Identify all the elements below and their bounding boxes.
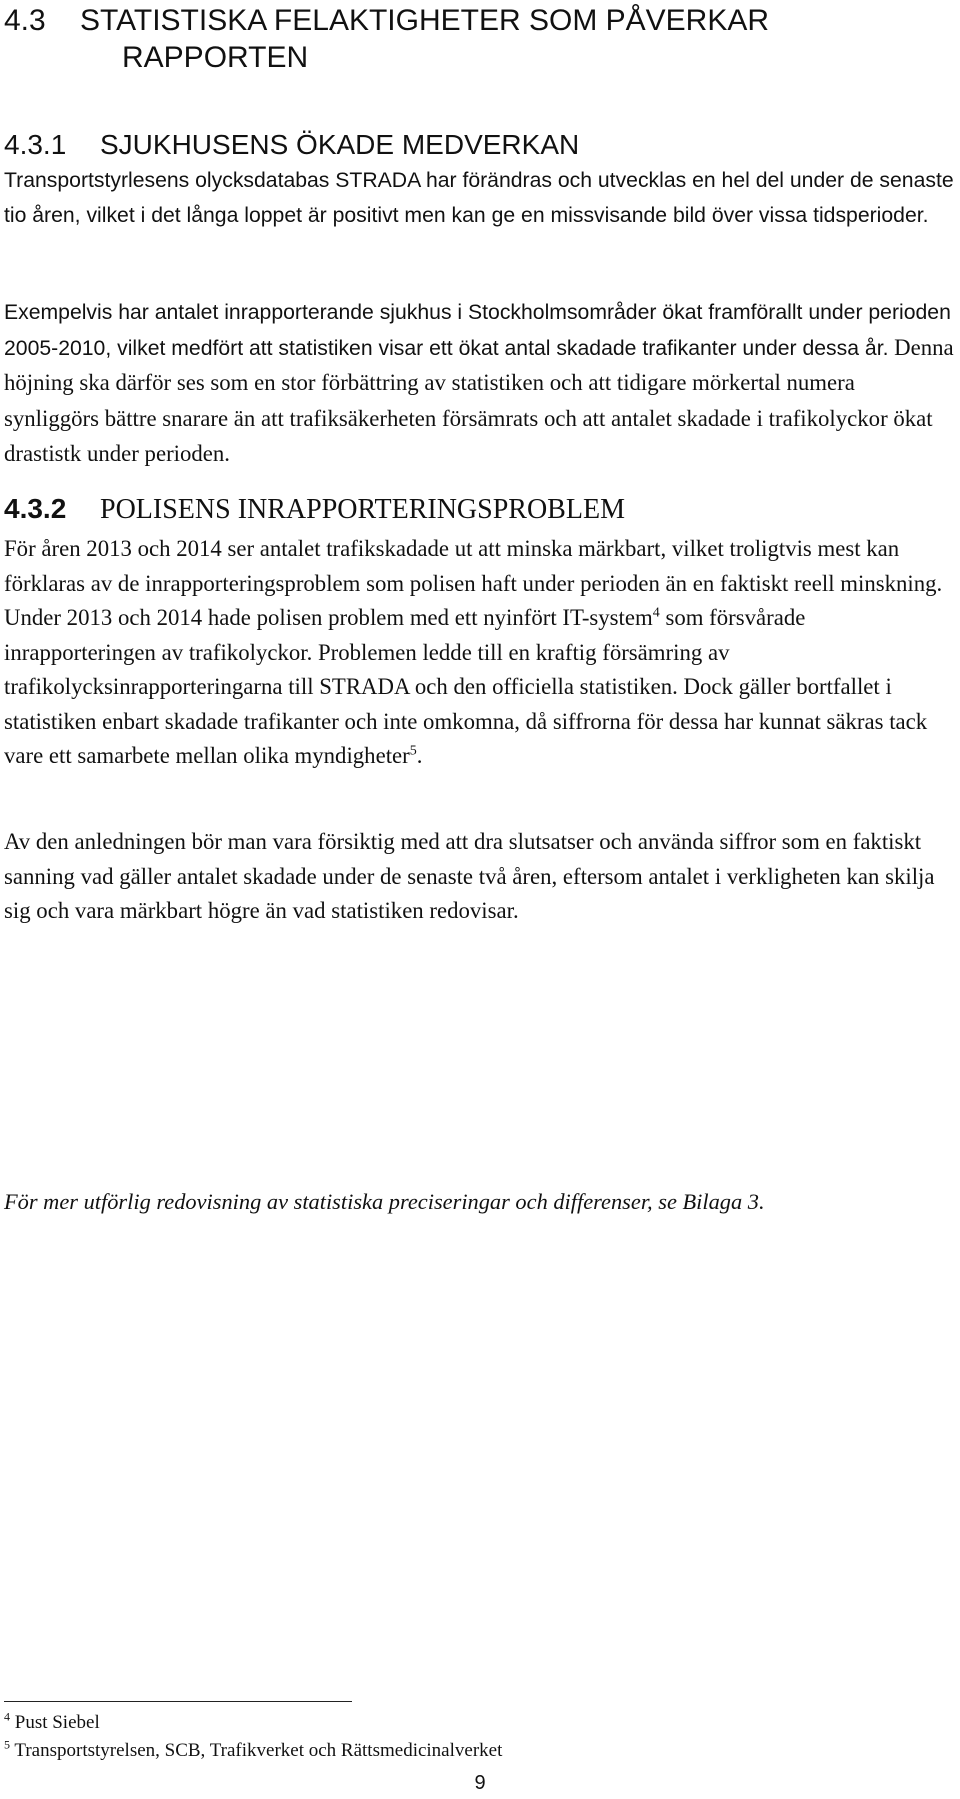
paragraph-hospitals (4, 296, 954, 473)
paragraph-strada: Transportstyrlesens olycksdatabas STRADA har förändras och utvecklas en hel del under de senaste tio åren, vilket i det långa loppet är positivt men kan ge en missvisande bild över vissa tidsperioder. (4, 169, 954, 227)
section-title-line2: RAPPORTEN (122, 41, 309, 74)
paragraph-caution: Av den anledningen bör man vara försiktig med att dra slutsatser och använda siffror som en faktiskt sanning vad gäller antalet skadade under de senaste två åren, eftersom antalet i verkligheten kan skilja sig och vara märkbart högre än vad statistiken redovisar. (4, 829, 935, 923)
page-number: 9 (474, 1772, 486, 1794)
section-heading (4, 2, 944, 76)
appendix-note: För mer utförlig redovisning av statistiska preciseringar och differenser, se Bilaga 3. (4, 1189, 765, 1214)
paragraph-police-end: . (416, 743, 423, 768)
paragraph-hospitals-part1: Exempelvis har antalet inrapporterande sjukhus i Stockholmsområder ökat framförallt under perioden 2005-2010, vilket medfört att statistiken visar ett ökat antal skadade trafikanter under dessa år. (4, 301, 951, 360)
footnote-text: Pust Siebel (10, 1712, 100, 1733)
footnote-marker: 4 (4, 1709, 10, 1724)
footnote-separator (4, 1701, 352, 1702)
subsection-number: 4.3.1 (4, 129, 67, 160)
footnote-5 (4, 1738, 502, 1764)
subsection-heading-4-3-1 (4, 128, 579, 162)
footnote-4 (4, 1710, 100, 1736)
footnote-ref-4: 4 (652, 605, 660, 621)
paragraph-hospitals-part2: Denna höjning ska därför ses som en stor förbättring av statistiken och att tidigare mörkertal numera synliggörs bättre snarare än att trafiksäkerheten försämrats och att antalet skadade i trafikolyckor ökat drastistk under perioden. (4, 334, 954, 466)
paragraph-police-part1: För åren 2013 och 2014 ser antalet trafikskadade ut att minska märkbart, vilket troligtvis mest kan förklaras av de inrapporteringsproblem som polisen haft under perioden än en faktiskt reell minskning. Under 2013 och 2014 hade polisen problem med ett nyinfört IT-system (4, 536, 943, 630)
footnote-marker: 5 (4, 1737, 10, 1752)
section-number: 4.3 (4, 4, 46, 37)
subsection-number: 4.3.2 (4, 493, 67, 524)
footnote-text: Transportstyrelsen, SCB, Trafikverket och Rättsmedicinalverket (10, 1740, 503, 1761)
subsection-title: SJUKHUSENS ÖKADE MEDVERKAN (100, 129, 580, 160)
paragraph-police-problem (4, 532, 954, 774)
paragraph-police-part2: som försvårade inrapporteringen av trafikolyckor. Problemen ledde till en kraftig försämring av trafikolycksinrapporteringarna till STRADA och den officiella statistiken. Dock gäller bortfallet i statistiken enbart skadade trafikanter och inte omkomna, då siffrorna för dessa har kunnat säkras tack vare ett samarbete mellan olika myndigheter (4, 605, 928, 768)
subsection-heading-4-3-2 (4, 492, 625, 527)
footnote-ref-5: 5 (409, 743, 417, 759)
section-title-line1: STATISTISKA FELAKTIGHETER SOM PÅVERKAR (80, 4, 770, 37)
subsection-title: POLISENS INRAPPORTERINGSPROBLEM (100, 494, 625, 525)
